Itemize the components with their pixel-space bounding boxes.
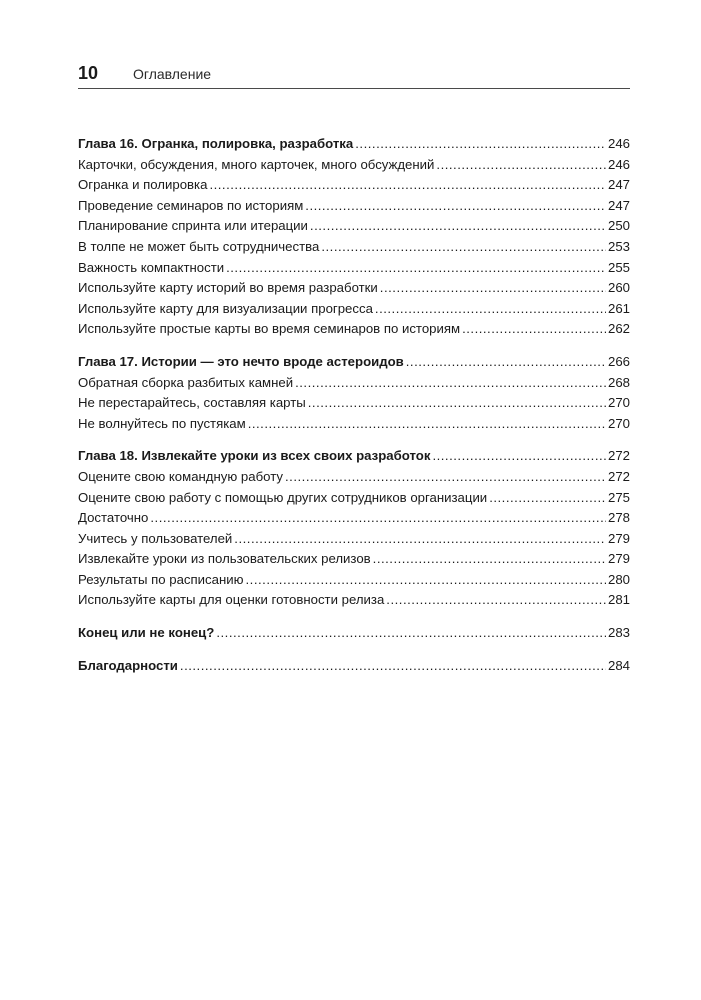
toc-chapter-title: Глава 18. Извлекайте уроки из всех своих разработок [78,448,431,464]
dot-leader [373,549,606,570]
toc-page-number: 272 [607,468,630,484]
toc-entry[interactable] [78,216,630,237]
dot-leader [321,237,606,258]
toc-page-number: 278 [607,510,630,526]
toc-entry[interactable] [78,414,630,435]
toc-entry[interactable] [78,196,630,217]
toc-page-number: 279 [607,551,630,567]
toc-entry[interactable] [78,373,630,394]
toc-chapter-entry[interactable] [78,656,630,677]
toc-page-number: 247 [607,197,630,213]
toc-entry[interactable] [78,299,630,320]
toc-entry-title: Оцените свою командную работу [78,468,283,484]
toc-entry-title: Учитесь у пользователей [78,530,233,546]
dot-leader [308,393,606,414]
toc-page-number: 270 [607,415,630,431]
dot-leader [436,155,606,176]
dot-leader [248,414,606,435]
toc-entry[interactable] [78,590,630,611]
toc-chapter-entry[interactable] [78,623,630,644]
toc-page-number: 280 [607,571,630,587]
dot-leader [375,299,606,320]
toc-chapter-entry[interactable] [78,446,630,467]
toc-page-number: 279 [607,530,630,546]
toc-page-number: 272 [607,448,630,464]
toc-page-number: 283 [607,625,630,641]
toc-page-number: 253 [607,238,630,254]
toc-page-number: 275 [607,489,630,505]
toc-entry-title: Карточки, обсуждения, много карточек, много обсуждений [78,156,435,172]
dot-leader [226,258,606,279]
dot-leader [180,656,606,677]
toc-entry-title: Планирование спринта или итерации [78,218,308,234]
toc-entry-title: Не волнуйтесь по пустякам [78,415,246,431]
toc-section [78,352,630,434]
toc-entry[interactable] [78,278,630,299]
toc-entry[interactable] [78,393,630,414]
page-header [78,62,630,89]
dot-leader [285,467,606,488]
toc-page-number: 246 [607,156,630,172]
page-number: 10 [78,63,99,83]
toc-entry-title: Достаточно [78,510,149,526]
toc-section [78,134,630,340]
toc-entry[interactable] [78,488,630,509]
toc-entry[interactable] [78,175,630,196]
toc-entry-title: В толпе не может быть сотрудничества [78,238,320,254]
table-of-contents [78,134,630,688]
toc-entry[interactable] [78,258,630,279]
toc-entry-title: Проведение семинаров по историям [78,197,304,213]
dot-leader [406,352,606,373]
dot-leader [150,508,606,529]
toc-chapter-entry[interactable] [78,352,630,373]
toc-entry[interactable] [78,570,630,591]
toc-entry-title: Используйте простые карты во время семинаров по историям [78,321,461,337]
dot-leader [209,175,606,196]
toc-entry-title: Обратная сборка разбитых камней [78,374,294,390]
toc-entry-title: Не перестарайтесь, составляя карты [78,395,306,411]
toc-page-number: 250 [607,218,630,234]
toc-entry-title: Огранка и полировка [78,177,208,193]
toc-page-number: 261 [607,300,630,316]
toc-entry[interactable] [78,529,630,550]
toc-entry-title: Оцените свою работу с помощью других сотрудников организации [78,489,488,505]
toc-chapter-title: Конец или не конец? [78,625,215,641]
toc-entry-title: Используйте карты для оценки готовности релиза [78,592,385,608]
toc-page-number: 255 [607,259,630,275]
toc-entry-title: Извлекайте уроки из пользовательских релизов [78,551,371,567]
toc-section [78,623,630,644]
toc-entry-title: Результаты по расписанию [78,571,244,587]
toc-entry[interactable] [78,508,630,529]
toc-chapter-title: Глава 16. Огранка, полировка, разработка [78,136,354,151]
toc-chapter-entry[interactable] [78,134,630,155]
toc-chapter-title: Благодарности [78,657,178,673]
toc-page-number: 268 [607,374,630,390]
toc-page-number: 266 [607,353,630,369]
dot-leader [355,134,606,155]
dot-leader [489,488,606,509]
toc-section [78,446,630,611]
toc-section [78,656,630,677]
toc-page-number: 281 [607,592,630,608]
toc-entry-title: Используйте карту историй во время разработки [78,280,378,296]
dot-leader [462,319,606,340]
dot-leader [380,278,606,299]
dot-leader [216,623,606,644]
toc-page-number: 247 [607,177,630,193]
toc-page-number: 270 [607,395,630,411]
dot-leader [432,446,606,467]
toc-entry-title: Используйте карту для визуализации прогресса [78,300,373,316]
toc-page-number: 284 [607,657,630,673]
toc-entry-title: Важность компактности [78,259,225,275]
toc-page-number: 246 [607,136,630,151]
dot-leader [234,529,606,550]
dot-leader [386,590,606,611]
running-header-title: Оглавление [133,66,212,82]
toc-entry[interactable] [78,237,630,258]
dot-leader [305,196,606,217]
toc-entry[interactable] [78,467,630,488]
dot-leader [246,570,606,591]
toc-page-number: 262 [607,321,630,337]
toc-page-number: 260 [607,280,630,296]
dot-leader [295,373,606,394]
toc-entry[interactable] [78,549,630,570]
toc-entry[interactable] [78,155,630,176]
toc-chapter-title: Глава 17. Истории — это нечто вроде астероидов [78,353,404,369]
dot-leader [310,216,606,237]
toc-entry[interactable] [78,319,630,340]
